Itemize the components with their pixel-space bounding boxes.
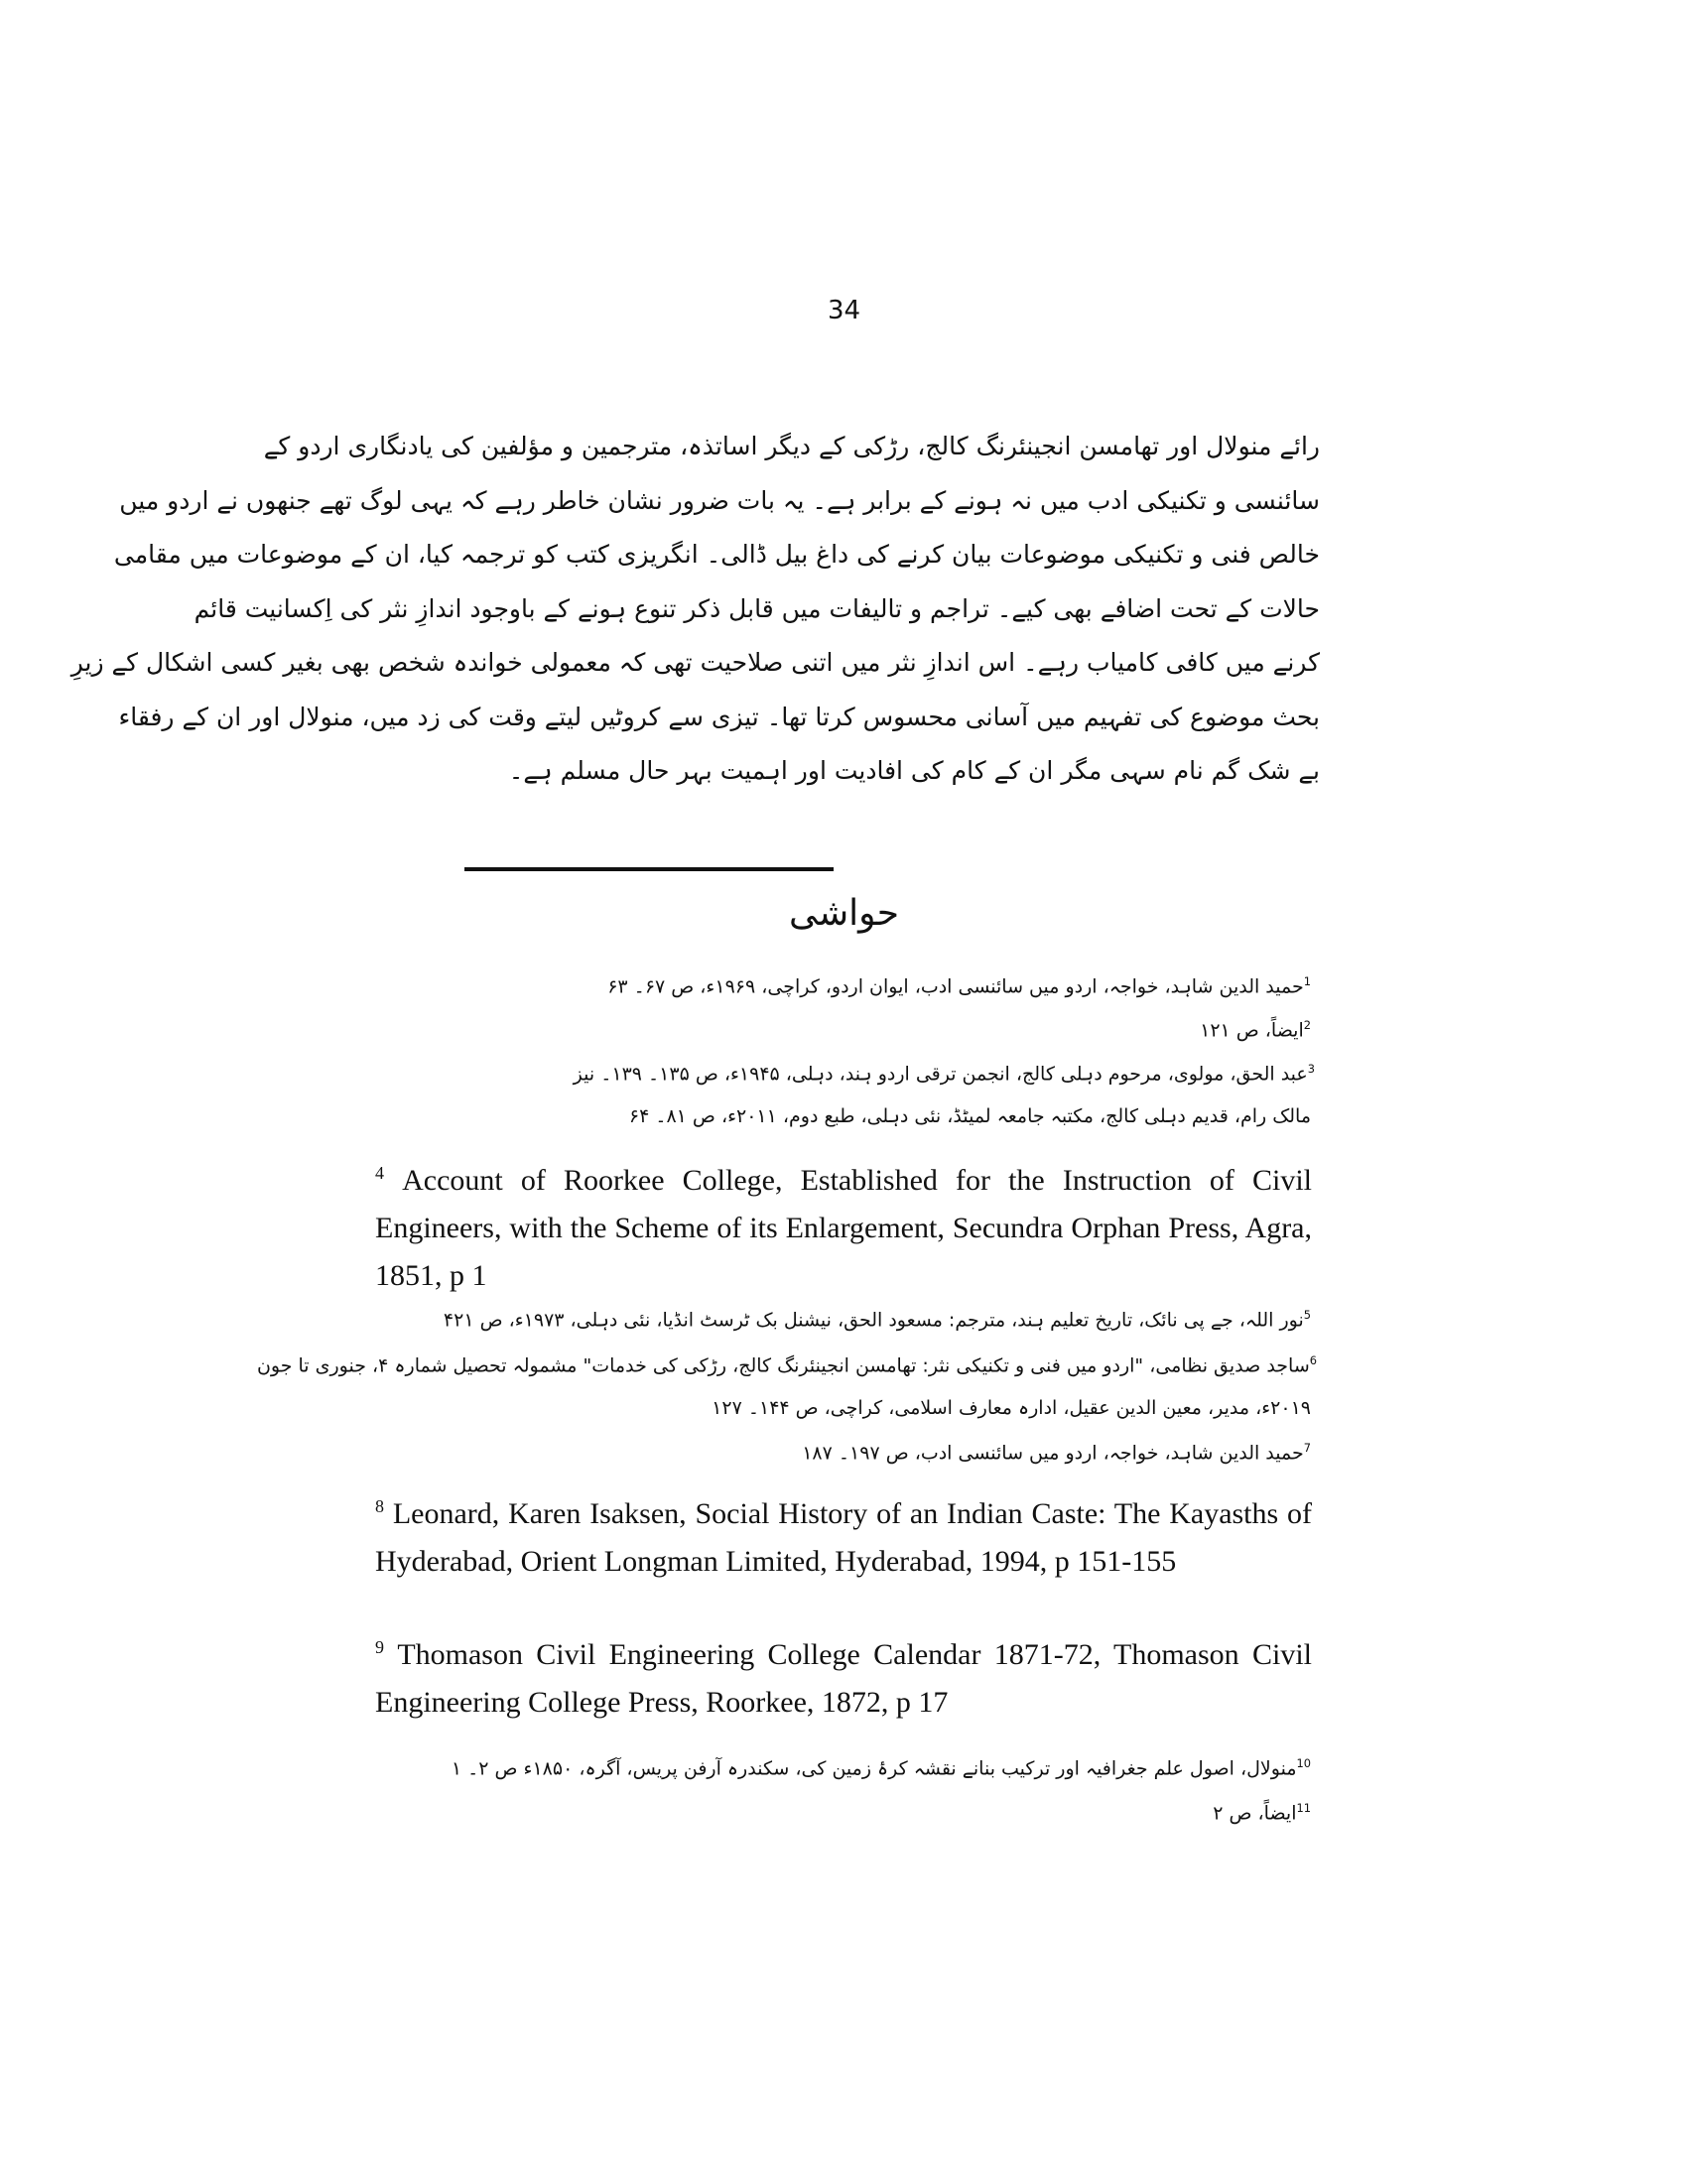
- footnote-number: 9: [375, 1637, 384, 1657]
- footnote-number: 1: [1303, 974, 1311, 988]
- body-paragraph: [70, 420, 1320, 799]
- footnote-1: [607, 974, 1311, 997]
- footnote-text: Account of Roorkee College, Established for the Instruction of Civil Engineers, with the Scheme of its Enlargement, Secundra Orphan Press, Agra, 1851, p 1: [375, 1164, 1313, 1292]
- page-number: 34: [827, 296, 861, 325]
- notes-heading: حواشی: [788, 893, 900, 934]
- section-divider: [464, 867, 834, 871]
- footnote-text: حمید الدین شاہد، خواجہ، اردو میں سائنسی ادب، ص ۱۹۷۔ ۱۸۷: [802, 1442, 1304, 1465]
- footnote-text: ۲۰۱۹ء، مدیر، معین الدین عقیل، ادارہ معارف اسلامی، کراچی، ص ۱۴۴۔ ۱۲۷: [712, 1397, 1311, 1419]
- footnote-text: ایضاً، ص ۲: [1213, 1802, 1297, 1825]
- footnote-3-continued: [629, 1105, 1311, 1127]
- footnote-text: مالک رام، قدیم دہلی کالج، مکتبہ جامعہ لمیٹڈ، نئی دہلی، طبع دوم، ۲۰۱۱ء، ص ۸۱۔ ۶۴: [628, 1105, 1311, 1127]
- footnote-text: حمید الدین شاہد، خواجہ، اردو میں سائنسی ادب، ایوان اردو، کراچی، ۱۹۶۹ء، ص ۶۷۔ ۶۳: [607, 975, 1304, 998]
- footnote-10: [452, 1756, 1311, 1779]
- body-line: خالص فنی و تکنیکی موضوعات بیان کرنے کی داغ بیل ڈالی۔ انگریزی کتب کو ترجمہ کیا، ان کے موضوعات میں مقامی: [113, 540, 1320, 569]
- footnote-text: نور اللہ، جے پی نائک، تاریخ تعلیم ہند، مترجم: مسعود الحق، نیشنل بک ٹرسٹ انڈیا، نئی دہلی، ۱۹۷۳ء، ص ۴۲۱: [443, 1309, 1304, 1332]
- body-line: سائنسی و تکنیکی ادب میں نہ ہونے کے برابر ہے۔ یہ بات ضرور نشان خاطر رہے کہ یہی لوگ تھے جنھوں نے اردو میں: [119, 485, 1320, 515]
- footnote-4: [375, 1149, 1312, 1300]
- footnote-9: [375, 1623, 1312, 1727]
- footnote-text: منولال، اصول علم جغرافیہ اور ترکیب بنانے نقشہ کرۂ زمین کی، سکندرہ آرفن پریس، آگرہ، ۱۸۵۰ء ص ۲۔ ۱: [451, 1757, 1297, 1780]
- footnote-text: عبد الحق، مولوی، مرحوم دہلی کالج، انجمن ترقی اردو ہند، دہلی، ۱۹۴۵ء، ص ۱۳۵۔ ۱۳۹۔ نیز: [573, 1063, 1308, 1086]
- footnote-number: 7: [1303, 1441, 1311, 1455]
- footnote-6: [257, 1353, 1317, 1376]
- footnote-number: 10: [1296, 1756, 1311, 1770]
- body-line: بے شک گم نام سہی مگر ان کے کام کی افادیت اور اہمیت بہر حال مسلم ہے۔: [508, 756, 1320, 785]
- footnote-number: 5: [1303, 1308, 1311, 1322]
- footnote-11: [1213, 1801, 1311, 1824]
- footnote-number: 4: [375, 1163, 384, 1183]
- body-line: بحث موضوع کی تفہیم میں آسانی محسوس کرتا تھا۔ تیزی سے کروٹیں لیتے وقت کی زد میں، منولال اور ان کے رفقاء: [118, 702, 1320, 731]
- footnote-3: [574, 1062, 1315, 1085]
- footnote-text: Leonard, Karen Isaksen, Social History of an Indian Caste: The Kayasths of Hyderabad, Orient Longman Limited, Hyderabad, 1994, p 151-155: [375, 1497, 1312, 1578]
- footnote-5: [444, 1308, 1311, 1331]
- footnote-text: Thomason Civil Engineering College Calendar 1871-72, Thomason Civil Engineering College Press, Roorkee, 1872, p 17: [375, 1638, 1312, 1719]
- footnote-number: 3: [1307, 1062, 1315, 1076]
- footnote-text: ساجد صدیق نظامی، "اردو میں فنی و تکنیکی نثر: تھامسن انجینئرنگ کالج، رڑکی کی خدمات" مشمولہ تحصیل شمارہ ۴، جنوری تا جون: [256, 1354, 1310, 1377]
- footnote-number: 6: [1309, 1353, 1317, 1367]
- footnote-number: 11: [1296, 1801, 1311, 1815]
- footnote-number: 2: [1303, 1018, 1311, 1032]
- body-line: حالات کے تحت اضافے بھی کیے۔ تراجم و تالیفات میں قابل ذکر تنوع ہونے کے باوجود اندازِ نثر کی اِکسانیت قائم: [194, 593, 1320, 623]
- footnote-7: [802, 1441, 1311, 1464]
- footnote-2: [1200, 1018, 1311, 1041]
- body-line: کرنے میں کافی کامیاب رہے۔ اس اندازِ نثر میں اتنی صلاحیت تھی کہ معمولی خواندہ شخص بھی بغیر کسی اشکال کے زیرِ: [70, 648, 1320, 677]
- body-line: رائے منولال اور تھامسن انجینئرنگ کالج، رڑکی کے دیگر اساتذہ، مترجمین و مؤلفین کی یادنگاری اردو کے: [263, 432, 1320, 460]
- footnote-8: [375, 1482, 1312, 1586]
- footnote-number: 8: [375, 1496, 384, 1516]
- footnote-6-continued: [712, 1397, 1311, 1419]
- footnote-text: ایضاً، ص ۱۲۱: [1200, 1019, 1304, 1042]
